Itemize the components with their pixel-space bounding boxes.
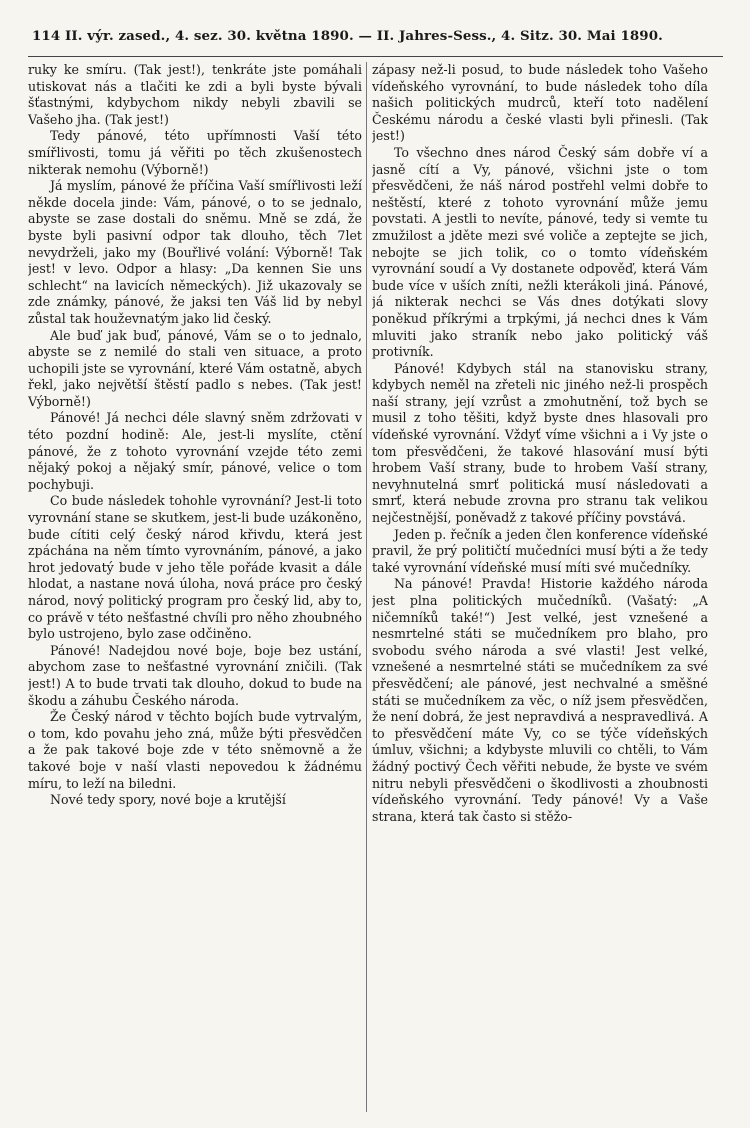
paragraph: Pánové! Kdybych stál na stanovisku strany, kdybych neměl na zřeteli nic jiného než-li prospěch naší strany, její vzrůst a zmohutnění, tož bych se musil z toho těšiti, když byste dnes hlasovali pro vídeňské vyrovnání. Vždyť víme všichni a i Vy jste o tom přesvědčeni, že takové hlasování musí býti hrobem Vaší strany, bude to hrobem Vaší strany, nevyhnutelná smrť politická musí následovati a smrť, která nebude zrovna pro stranu tak velikou nejčestnější, poněvadž z takové příčiny povstává. bbox=[372, 360, 708, 526]
right-column bbox=[372, 62, 708, 1112]
paragraph: Nové tedy spory, nové boje a krutější bbox=[50, 792, 286, 808]
paragraph: Já myslím, pánové že příčina Vaší smířlivosti leží někde docela jinde: Vám, pánové, o to se jednalo, abyste se zase dostali do sněmu. Mně se zdá, že byste byli pasivní odpor tak dlouho, těch 7let nevydrželi, jako my (Bouřlivé volání: Výborně! Tak jest! v levo. Odpor a hlasy: „Da kennen Sie uns schlecht“ na lavicích německých). Již ukazovaly se zde známky, pánové, že jaksi ten Váš lid by nebyl zůstal tak houževnatým jako lid český. bbox=[28, 178, 362, 326]
paragraph: Co bude následek tohohle vyrovnání? Jest-li toto vyrovnání stane se skutkem, jest-li bude uzákoněno, bude cítiti celý český národ křivdu, která jest zpáchána na něm tímto vyrovnáním, pánové, a jako hrot jedovatý bude v jeho těle pořáde kvasit a dále hlodat, a nastane nová úloha, nová práce pro český národ, nový politický program pro český lid, aby to, co právě v této nešťastné chvíli pro něho zhoubného bylo ustrojeno, bylo zase odčiněno. bbox=[28, 493, 362, 642]
paragraph: Na pánové! Pravda! Historie každého národa jest plna politických mučedníků. (Vašatý: „A ničemníků také!“) Jest velké, jest vznešené a nesmrtelné státi se mučedníkem pro blaho, pro svobodu svého národa a své vlasti! Jest velké, vznešené a nesmrtelné státi se mučedníkem za své přesvědčení; ale pánové, jest nechvalné a směšné státi se mučedníkem za věc, o níž jsem přesvědčen, že není dobrá, že jest nepravdivá a nespravedlivá. A to přesvědčení máte Vy, co se týče vídeňských úmluv, všichni; a kdybyste mluvili co chtěli, to Vám žádný poctivý Čech věřiti nebude, že byste ve svém nitru nebyli přesvědčeni o škodlivosti a zhoubnosti vídeňského vyrovnání. Tedy pánové! Vy a Vaše strana, která tak často si stěžo- bbox=[372, 576, 708, 824]
header-text: 114 II. výr. zased., 4. sez. 30. května 1890. — II. Jahres-Sess., 4. Sitz. 30. Mai 1890. bbox=[32, 28, 663, 44]
paragraph: Ale buď jak buď, pánové, Vám se o to jednalo, abyste se z nemilé do stali ven situace, a proto uchopili jste se vyrovnání, které Vám ostatně, abych řekl, jako největší štěstí padlo s nebes. (Tak jest! Výborně!) bbox=[28, 327, 362, 409]
paragraph: Jeden p. řečník a jeden člen konference vídeňské pravil, že prý političtí mučedníci musí býti a že tedy také vyrovnání vídeňské musí míti své mučedníky. bbox=[372, 526, 708, 575]
paragraph: Pánové! Já nechci déle slavný sněm zdržovati v této pozdní hodině: Ale, jest-li myslíte, ctění pánové, že z tohoto vyrovnání vzejde této zemi nějaký pokoj a nějaký smír, pánové, velice o tom pochybuji. bbox=[28, 410, 362, 492]
paragraph: Tedy pánové, této upřímnosti Vaší této smířlivosti, tomu já věřiti po těch zkušenostech nikterak nemohu (Výborně!) bbox=[28, 128, 362, 177]
paragraph: Pánové! Nadejdou nové boje, boje bez ustání, abychom zase to nešťastné vyrovnání zničili. (Tak jest!) A to bude trvati tak dlouho, dokud to bude na škodu a záhubu Českého národa. bbox=[28, 642, 362, 708]
paragraph: zápasy než-li posud, to bude následek toho Vašeho vídeňského vyrovnání, to bude následek toho díla našich politických mudrců, kteří toto nadělení Českému národu a české vlasti byli přinesli. (Tak jest!) bbox=[372, 62, 708, 144]
paragraph: ruky ke smíru. (Tak jest!), tenkráte jste pomáhali utiskovat nás a tlačiti ke zdi a byli byste bývali šťastnými, kdybychom nikdy nebyli zbavili se Vašeho jha. (Tak jest!) bbox=[28, 62, 362, 127]
paragraph: To všechno dnes národ Český sám dobře ví a jasně cítí a Vy, pánové, všichni jste o tom přesvědčeni, že náš národ postřehl velmi dobře to neštěstí, které z tohoto vyrovnání může jemu povstati. A jestli to nevíte, pánové, tedy si vemte tu zmužilost a jděte mezi své voliče a zeptejte se jich, nebojte se jich tolik, co o tomto vídeňském vyrovnání soudí a Vy dostanete odpověď, která Vám bude více v uších zníti, nežli kterákoli jiná. Pánové, já nikterak nechci se Vás dnes dotýkati slovy poněkud příkrými a trpkými, já nechci dnes k Vám mluviti jako straník nebo jako politický váš protivník. bbox=[372, 144, 708, 360]
paragraph: Že Český národ v těchto bojích bude vytrvalým, o tom, kdo povahu jeho zná, může býti přesvědčen a že pak takové boje zde v této sněmovně a že takové boje v naší vlasti nepovedou k žádnému míru, to leží na biledni. bbox=[28, 709, 362, 791]
header-rule bbox=[28, 56, 723, 57]
column-divider bbox=[366, 62, 367, 1112]
left-column bbox=[28, 62, 362, 1112]
page-header bbox=[32, 28, 722, 52]
